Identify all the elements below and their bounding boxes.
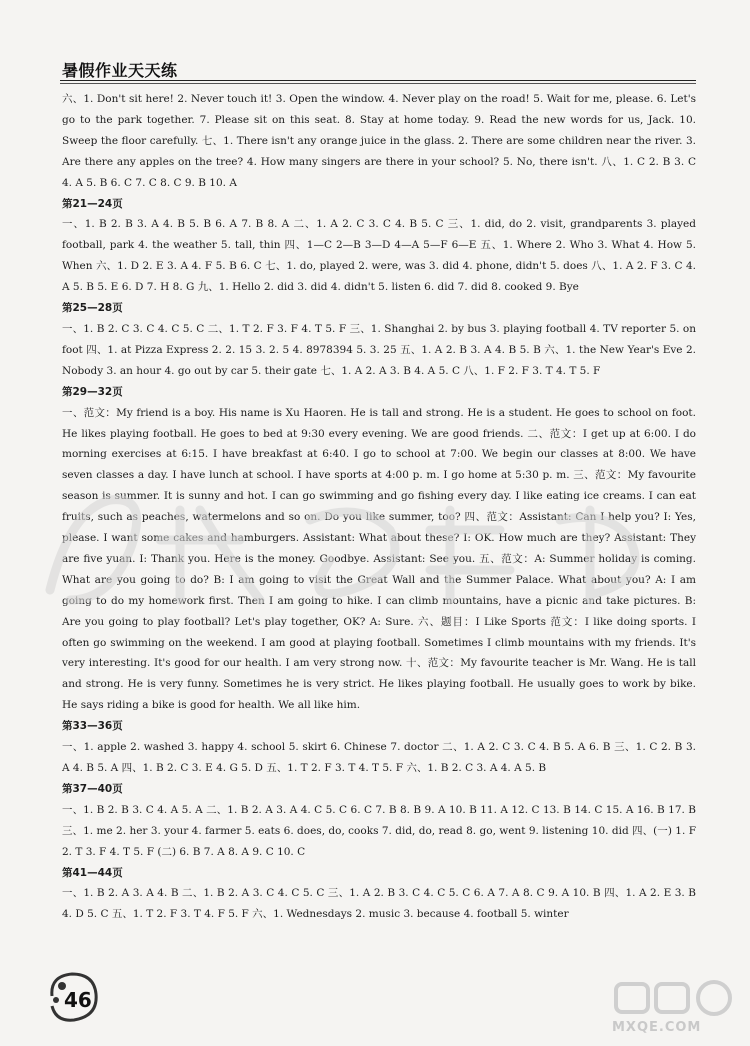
section-heading: 第21—24页	[62, 197, 123, 210]
answer-paragraph: 六、1. Don't sit here! 2. Never touch it! 3. Open the window. 4. Never play on the road! 5. Wait for me, please. 6. Let's go to the park together. 7. Please sit on this seat. 8. Stay at home today. 9. Read the new words for us, Jack. 10. Sweep the floor carefully. 七、1. There isn't any orange juice in the glass. 2. There are some children near the river. 3. Are there any apples on the tree? 4. How many singers are there in your school? 5. No, there isn't. 八、1. C 2. B 3. C 4. A 5. B 6. C 7. C 8. C 9. B 10. A	[62, 93, 696, 189]
section-heading: 第25—28页	[62, 302, 123, 315]
answer-key-content	[62, 89, 696, 925]
watermark-logo-text: MXQE.COM	[612, 1020, 702, 1035]
page-header-title: 暑假作业天天练	[62, 61, 178, 80]
watermark-logo-icon	[612, 978, 738, 1018]
answer-paragraph: 一、1. B 2. A 3. A 4. B 二、1. B 2. A 3. C 4. C 5. C 三、1. A 2. B 3. C 4. C 5. C 6. A 7. A 8. C 9. A 10. B 四、1. A 2. E 3. B 4. D 5. C 五、1. T 2. F 3. T 4. F 5. F 六、1. Wednesdays 2. music 3. because 4. football 5. winter	[62, 887, 696, 921]
section-heading: 第37—40页	[62, 782, 123, 795]
section-heading: 第29—32页	[62, 385, 123, 398]
answer-paragraph: 一、1. B 2. B 3. C 4. A 5. A 二、1. B 2. A 3. A 4. C 5. C 6. C 7. B 8. B 9. A 10. B 11. A 12. C 13. B 14. C 15. A 16. B 17. B 三、1. me 2. her 3. your 4. farmer 5. eats 6. does, do, cooks 7. did, do, read 8. go, went 9. listening 10. did 四、(一) 1. F 2. T 3. F 4. T 5. F (二) 6. B 7. A 8. A 9. C 10. C	[62, 803, 696, 858]
header-rule-thin	[60, 83, 696, 84]
answer-paragraph: 一、范文：My friend is a boy. His name is Xu Haoren. He is tall and strong. He is a student. He goes to school on foot. He likes playing football. He goes to bed at 9:30 every evening. We are good friends. 二、范文：I get up at 6:00. I do morning exercises at 6:15. I have breakfast at 6:40. I go to school at 7:00. We begin our classes at 8:00. We have seven classes a day. I have lunch at school. I have sports at 4:00 p. m. I go home at 5:30 p. m. 三、范文：My favourite season is summer. It is sunny and hot. I can go swimming and go fishing every day. I like eating ice creams. I can eat fruits, such as peaches, watermelons and so on. Do you like summer, too? 四、范文：Assistant: Can I help you? I: Yes, please. I want some cakes and hamburgers. Assistant: What about these? I: OK. How much are they? Assistant: They are five yuan. I: Thank you. Here is the money. Goodbye. Assistant: See you. 五、范文：A: Summer holiday is coming. What are you going to do? B: I am going to visit the Great Wall and the Summer Palace. What about you? A: I am going to do my homework first. Then I am going to hike. I can climb mountains, have a picnic and take pictures. B: Are you going to play football? Let's play together, OK? A: Sure. 六、题目：I Like Sports 范文：I like doing sports. I often go swimming on the weekend. I am good at playing football. Sometimes I climb mountains with my friends. It's very interesting. It's good for our health. I am very strong now. 十、范文：My favourite teacher is Mr. Wang. He is tall and strong. He is very funny. Sometimes he is very strict. He likes playing football. He usually goes to work by bike. He says riding a bike is good for health. We all like him.	[62, 406, 696, 712]
answer-paragraph: 一、1. B 2. C 3. C 4. C 5. C 二、1. T 2. F 3. F 4. T 5. F 三、1. Shanghai 2. by bus 3. playing football 4. TV reporter 5. on foot 四、1. at Pizza Express 2. 2. 15 3. 2. 5 4. 8978394 5. 3. 25 五、1. A 2. B 3. A 4. B 5. B 六、1. the New Year's Eve 2. Nobody 3. an hour 4. go out by car 5. their gate 七、1. A 2. A 3. B 4. A 5. C 八、1. F 2. F 3. T 4. T 5. F	[62, 322, 696, 377]
section-heading: 第33—36页	[62, 720, 123, 733]
section-heading: 第41—44页	[62, 866, 123, 879]
header-rule	[60, 80, 696, 81]
answer-paragraph: 一、1. apple 2. washed 3. happy 4. school 5. skirt 6. Chinese 7. doctor 二、1. A 2. C 3. C 4. B 5. A 6. B 三、1. C 2. B 3. A 4. B 5. A 四、1. B 2. C 3. E 4. G 5. D 五、1. T 2. F 3. T 4. T 5. F 六、1. B 2. C 3. A 4. A 5. B	[62, 741, 696, 774]
answer-paragraph: 一、1. B 2. B 3. A 4. B 5. B 6. A 7. B 8. A 二、1. A 2. C 3. C 4. B 5. C 三、1. did, do 2. visit, grandparents 3. played football, park 4. the weather 5. tall, thin 四、1—C 2—B 3—D 4—A 5—F 6—E 五、1. Where 2. Who 3. What 4. How 5. When 六、1. D 2. E 3. A 4. F 5. B 6. C 七、1. do, played 2. were, was 3. did 4. phone, didn't 5. does 八、1. A 2. F 3. C 4. A 5. B 5. E 6. D 7. H 8. G 九、1. Hello 2. did 3. did 4. didn't 5. listen 6. did 7. did 8. cooked 9. Bye	[62, 218, 696, 294]
page-number: 46	[64, 988, 92, 1012]
